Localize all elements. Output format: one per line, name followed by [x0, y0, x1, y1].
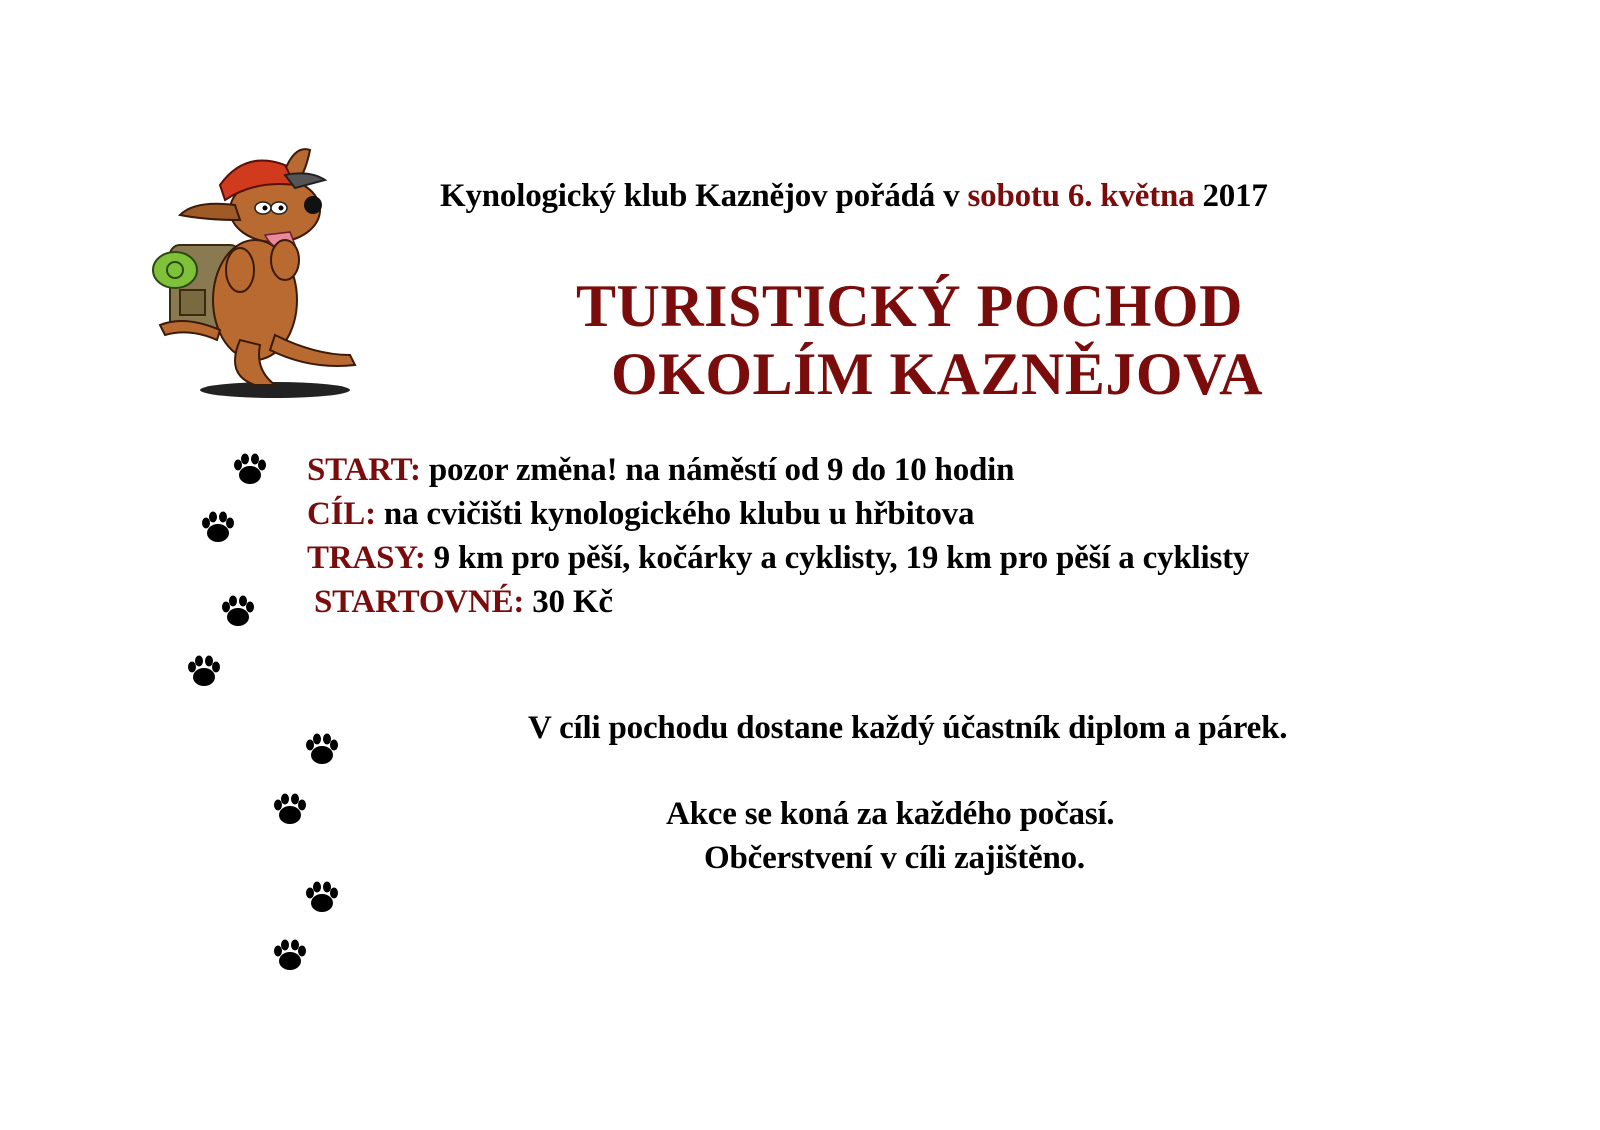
- organizer-announcement: [440, 178, 1268, 215]
- info-value: 9 km pro pěší, kočárky a cyklisty, 19 km pro pěší a cyklisty: [425, 540, 1250, 576]
- weather-message: Akce se koná za každého počasí.: [666, 796, 1115, 832]
- event-title-line1: TURISTICKÝ POCHOD: [576, 273, 1243, 339]
- info-routes: [307, 540, 1249, 577]
- info-start: [307, 452, 1014, 489]
- event-date: sobotu 6. května: [967, 178, 1195, 214]
- info-label: STARTOVNÉ:: [314, 584, 525, 620]
- info-label: CÍL:: [307, 496, 376, 532]
- refreshments-message: Občerstvení v cíli zajištěno.: [704, 840, 1085, 876]
- event-title-line2: OKOLÍM KAZNĚJOVA: [611, 341, 1263, 407]
- paw-print-icon: [304, 730, 340, 766]
- reward-message: V cíli pochodu dostane každý účastník diplom a párek.: [528, 710, 1288, 746]
- info-label: START:: [307, 452, 421, 488]
- hiking-dog-illustration: [145, 140, 375, 405]
- info-fee: [314, 584, 613, 621]
- event-year: 2017: [1194, 178, 1268, 214]
- paw-print-icon: [200, 508, 236, 544]
- info-finish: [307, 496, 974, 533]
- info-value: 30 Kč: [524, 584, 613, 620]
- paw-print-icon: [220, 592, 256, 628]
- paw-print-icon: [232, 450, 268, 486]
- paw-print-icon: [304, 878, 340, 914]
- info-value: na cvičišti kynologického klubu u hřbitova: [375, 496, 975, 532]
- paw-print-icon: [272, 790, 308, 826]
- intro-prefix: Kynologický klub Kaznějov pořádá v: [440, 178, 968, 214]
- paw-print-icon: [272, 936, 308, 972]
- paw-print-icon: [186, 652, 222, 688]
- info-label: TRASY:: [307, 540, 426, 576]
- info-value: pozor změna! na náměstí od 9 do 10 hodin: [420, 452, 1015, 488]
